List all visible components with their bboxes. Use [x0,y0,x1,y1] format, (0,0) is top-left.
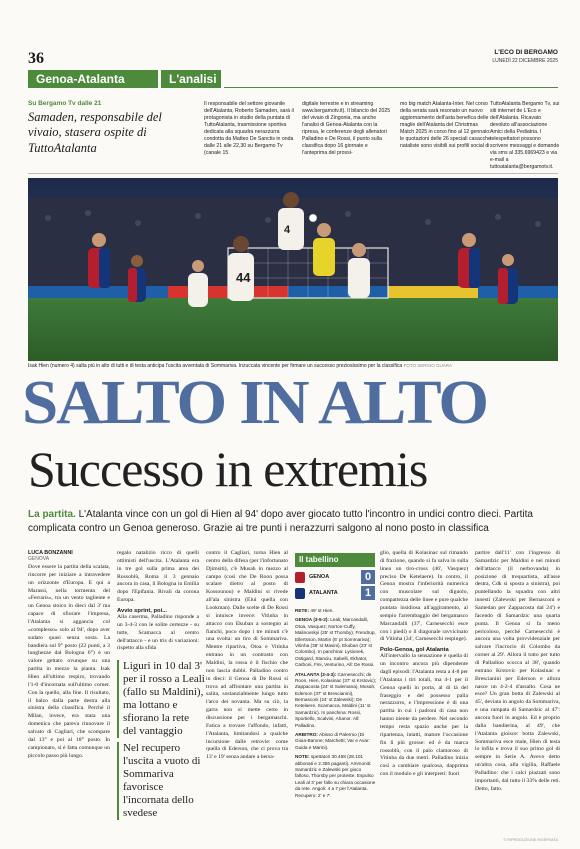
tab-genoa-label: GENOA (3-5-2): [295,617,329,623]
tv-column-1: Il responsabile del settore giovanile dell'Atalanta, Roberto Samaden, sarà il protagonista in studio della puntata di TuttoAtalanta, trasmissione sportiva dedicata alla squadra nerazzurra condotta da Matteo De Sanctis in onda dalle 21 alle 22,30 su Bergamo Tv (canale 15 [204,101,294,157]
pull-quote-1: Liguri in 10 dal 3' per il rosso a Leali (fallo su Maldini), ma lottano e sfiorano la rete del vantaggio [117,660,205,738]
tab-note-text: spettatori 30.458 (28.101 abbonati e 2.356 paganti). Ammoniti: Samardzic e Zalewski per gioco falloso, Thorsby per proteste. Espulso Leali al 3' per fallo su chiara occasione da rete. Angoli: 4 a 7 per l'Atalanta. Recupero: 2' e 7'. [295,754,376,798]
tv-kicker: Su Bergamo Tv dalle 21 [28,100,102,107]
tv-column-2: digitale terrestre e in streaming www.bergamotv.it). Il bilancio del 2025 del vivaio di Zingonia, ma anche l'analisi di Genoa-Atalanta con la ripresa, le conferenze degli allenatori Palladino e De Rossi, il punto sulla classifica dopo 16 giornate e l'anteprima del prossi- [302,101,391,157]
tab-atalanta-text: Carnesecchi; de Roon, Hien, Kolasinac (37' st Krstovic); Zappacosta (24' st Sulemana), Musah, Ederson (37' st Brescianini), Bernasconi (24' st Zalewski); De Ketelaere, Scamacca, Maldini (11' st Samardzic). In panchina: Rossi, Sportiello, Scalvini, Ahanor. All: Palladino. [295,671,377,728]
column-5-subheading: Polo-Genoa, gol Atalanta [380,647,449,654]
column-2-text-b: Alla caserma, Palladino risponde a un 3-4-3 con le solite certezze - su tutte, Scamacca al centro dell'attacco - e un tris di variazioni: rispetto alla sfida [117,614,199,652]
sub-headline: Successo in extremis [28,441,428,497]
masthead [492,48,558,65]
tab-atalanta [295,672,377,730]
dateline-place: GENOVA [28,556,50,562]
author-name: LUCA BONZANNI [28,550,73,556]
svg-text:44: 44 [236,270,251,285]
issue-date: LUNEDÌ 22 DICEMBRE 2025 [492,57,558,64]
tab-genoa [295,617,377,668]
genoa-crest-icon [295,572,305,583]
tv-column-3: mo big match Atalanta-Inter. Nel corso della serata sarà resonato un nuovo aggiornamento dell'asta benefica delle maglie dell'Atalanta del Christmas Match 2025 in corso fino al 12 gennaio: le quotazioni delle 26 speciali casacche nataliste sono visibili sui profili social di [400,101,491,150]
page-number: 36 [28,50,44,67]
lead-text: L'Atalanta vince con un gol di Hien al 94' dopo aver giocato tutto l'incontro in undici contro dieci. Partita complicata contro un Genoa generoso. Grazie ai tre punti i nerazzurri salgono al nono posto in classifica [28,509,533,534]
pull-quote-2: Nel recupero l'uscita a vuoto di Sommariva favorisce l'incornata dello svedese [117,742,205,820]
tab-note-label: NOTE: [295,754,310,760]
tab-atalanta-label: ATALANTA (3-4-3): [295,671,337,677]
article-column-6: partire dall'11' con l'ingresso di Samardzic per Maldini e nei minuti dell'attacco (il nerbovanda) in posizione di trequartista, all'asse destra, Cdk si sposta a sinistra), poi puntellando la squadra con altri innesti (Zalewski per Bernasconi e Samedan per Zappacosta dal 24') e facendo di Samardzic una quarta punta. Il Genoa si fa meno pericoloso, perché Carnesecchi è ancora una volta provvidenziale per salvare l'incrocio di Colombo da corner al 29'. Allora il tutto per tutto di Palladino scocca al 38', quando entrano Krstovic per Kolasinac e Brescianini per Ederson e allora nasce un 4-2-4 d'assalto. Cosa ne esce? Un gran botta di Zalewski al 45', deviata in angolo da Sommariva, e una rampata di Samardzic al 47': ancora fuori in angolo. Ed è proprio dalla bandierina, al 49', che l'Atalanta gioisce: botta Zalewski, Sommariva esce male, Hien di testa lo infila e trova il suo primo gol di sempre in Serie A. Avevo detto un'altra cosa, alla vigilia, Raffaele Palladino: che i calci piazzati sono importanti, dal tutto il 33% delle reti. Detto, fatto. [475,550,560,792]
tab-genoa-text: Leali; Marcandalli, Otoa, Vasquez; Norton-Cuffy, Malinovskyi (25' st Thorsby), Frendrup, Ellertsson, Martin (6' pt Sommariva); Vitinha (38' st Masini), Ekuban (23' st Colombo). In panchina: Lysionek, Ostigard, Stanciu, Sabelli, Ekhator, Carboni, Fini, Venturino, All: De Rossi. [295,617,376,668]
tv-column-4: TuttoAtalanta Bergamo Tv, sui siti internet de L'Eco e dell'Atalanta. Ricavato devoluto all'associazione Amici della Pediatria. I telespettatori possono scrivere messaggi e domande via sms al 335.6969423 e via e-mail a tuttoatalanta@bergamotv.it. [490,101,560,171]
atalanta-crest-icon [295,588,305,599]
home-team-score: 0 [361,570,375,584]
tabellino-body [295,608,377,799]
column-5-text-b: All'intervallo la sensazione è quella di un incontro ancora più dipendente dagli episodi: l'Atalanta resta a 4-8 per l'Atalanta i tiri totali, ma 4-1 per il Genoa quelli in porta, al di là del fraseggio e del possesso palla nerazzurro, e l'impressione è di una partita in cui i padroni di casa non hanno niente da perdere. Nel secondo tempo resta spazio anche per la ripartenza, intatti, mature l'occasione fin lì più grosse: ed è da marca rossoblù, con il palo clamoroso di Vitinha da due metri. Palladino inizia così a cambiare qualcosa, dapprima con il modulo e gli interpreti: fuori [380,653,468,778]
tab-reti-label: RETE: [295,608,310,613]
away-team-row [295,585,375,601]
tab-arbitro-text: Abisso di Palermo (Di Gioia-Barone; Marchetti; Var e Avar: Guida e Marini). [295,732,370,750]
scoreboard [295,569,375,601]
tabellino-title: Il tabellino [295,553,375,567]
tab-note [295,754,377,799]
article-column-3: contro il Cagliari, torna Hien al centro della difesa (per l'infortunato Djimsiti), c'è Musah in mezzo al campo (così che De Roon possa scalare dietro al posto di Kossounou) e Maldini si rivede all'ala sinistra (Elui quella con Lookman). Dalle scelte di De Rossi si intuisce invece: Vitinha in attacco con Ekuban a sostegno ai fianchi, poco dopo i tre minuti c'è una svolta: un tiro di Sommariva. Mentre ripartiva, Otoa e Vitinha entrano in un contrasto con Maldini, la rossa è il fischio che non lascia dubbi. Palladino contro in dieci: il Genoa di De Rossi si trova ad affrontare una partita in salita, sostanzialmente lungo tutto l'arco dei novanta. Ma su ciò, la garra non si mette certo in discussione per i bergamaschi. Fatica a trovare l'affondo, infatti, l'Atalanta, limitandosi a qualche incursione dalle retrovie: come quella di Ederson, che ci prova tra 13' e 19' senza andare a bersa- [206,550,288,761]
tab-arbitro [295,732,377,751]
away-team-name: ATALANTA [309,590,338,596]
tv-box-rule [28,173,558,174]
main-headline: SALTO IN ALTO [22,369,487,437]
tab-reti [295,608,377,614]
section-label: Genoa-Atalanta [28,70,158,88]
article-column-2 [117,550,199,653]
section-rule [224,70,558,88]
caption-text: Isak Hien (numero 4) salta più in alto di tutti e di testa anticipa l'uscita avventata di Sommariva. Inzuccata vincente per firmare un successo preziosissimo per la classifica [28,363,403,369]
svg-text:4: 4 [284,224,291,236]
home-team-name: GENOA [309,574,330,580]
tab-reti-text: 49' st Hien. [310,608,334,613]
column-1-text: Dove essere la partita della scalata, rincorre per iniziare a intravedere un orizzonte d'Europa. E qui a Marassi, nella tormenta del «Ferraris», tra un vento tagliente e un Genoa stoico in dieci dal 3' ma capace di sfiorare l'impresa, l'Atalanta si aggancia col «complesso» solo al 94', dopo aver sudato quasi senza sosta. La bandiera sul 9° posto (22 punti, a 3 lunghezze dal Bologna 6°) è un valore gettato ovunque su una partita in mezzo la pianta. Isak Hien all'ultimo respiro, trovando l'1-0 d'incornata sull'ultimo corner. Con la quello, alla fine. Il risultato, il balzo dalla parte destra alla sinistra della classifica. Perché il Milan, invece, era stata una domenica che pareva rinnovare il salvato di Cagliari, che scompare dal 13° e poi al 18° posto. In campionato, si è fatta comunque un piccolo passo più lungo. [28,564,110,759]
tab-arbitro-label: ARBITRO: [295,732,318,738]
article-column-1 [28,550,110,760]
lead-paragraph [28,508,558,535]
masthead-title: L'ECO DI BERGAMO [494,49,558,56]
match-photo-illustration [28,178,558,361]
tv-headline: Samaden, responsabile del vivaio, stasera ospite di TuttoAtalanta [28,110,162,155]
away-team-score: 1 [361,586,375,600]
column-5-text: glio, quella di Kolasinac sul rimando di frazione, quando si fa salva in sulla linea un tiro-cross (46', Vasquez) preciso De Ketelaere). In contro, il Genoa mostra l'inferiorità numerica con muscolare sul diguolo, compattezza delle linee e pure qualche puntata insidiosa all'aggiramento, al sempio l'arrembaggio del bergamasco Marcandalli (37', Carnesecchi esce con i piedi) o il diagonale ravvicinato di Vitinha (34', Carnesecchi respinge). [380,550,468,643]
lead-label: La partita. [28,509,76,520]
copyright-note: © RIPRODUZIONE RISERVATA [503,838,558,842]
article-column-5 [380,550,468,779]
photo-credit: FOTO SERGIO GUARA [403,363,453,368]
home-team-row [295,569,375,585]
match-photo [28,178,558,361]
column-2-text: regalo natalizio ricco di quelli ottimisti dell'uscita. L'Atalanta era in tre gol sulla prima area dei Rossoblù, Roma il 3 gennaio ancora in casa, il Bologna in Emilia dopo l'Epifania. Rivali da corona Europa. [117,550,199,604]
section-bar [28,70,558,88]
subsection-label: L'analisi [161,70,221,88]
column-2-subheading: Avvio sprint, poi... [117,608,168,615]
